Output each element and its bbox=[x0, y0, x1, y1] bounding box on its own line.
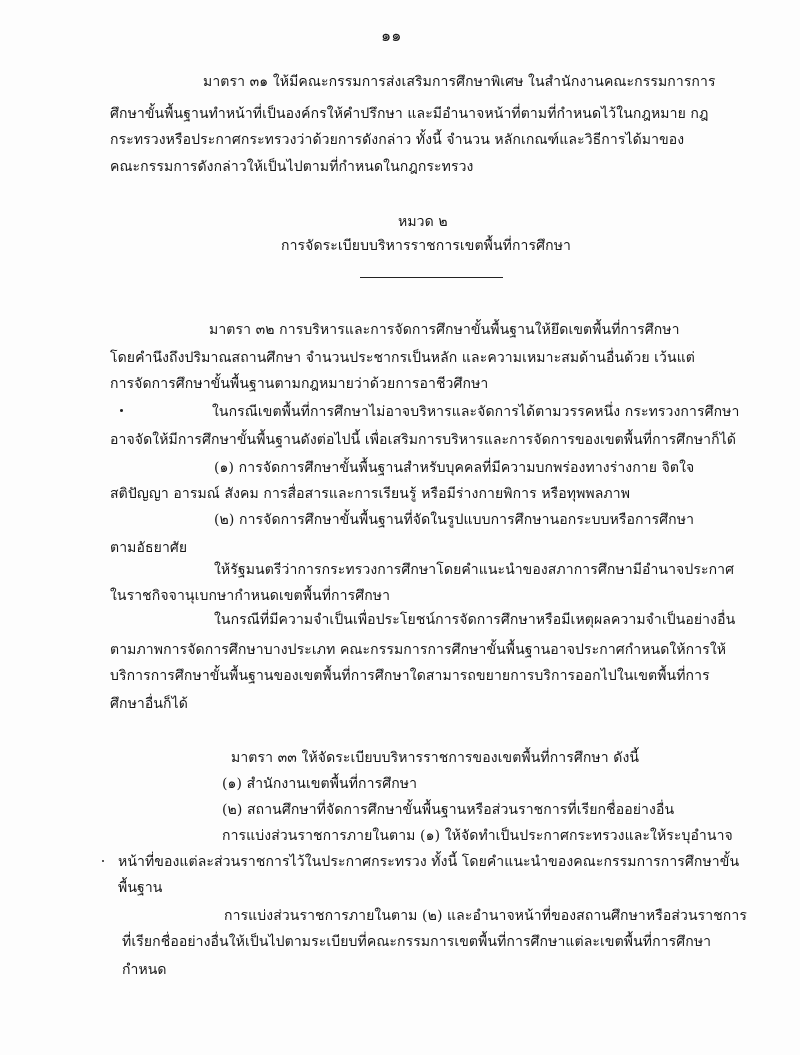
paragraph-line: มาตรา ๓๓ ให้จัดระเบียบบริหารราชการของเขตพื้นที่การศึกษา ดังนี้ bbox=[231, 750, 640, 766]
paragraph-line: พื้นฐาน bbox=[118, 880, 163, 896]
scan-speck bbox=[120, 409, 123, 412]
paragraph-line: ให้รัฐมนตรีว่าการกระทรวงการศึกษาโดยคำแนะนำของสภาการศึกษามีอำนาจประกาศ bbox=[214, 562, 735, 578]
paragraph-line: ที่เรียกชื่ออย่างอื่นให้เป็นไปตามระเบียบที่คณะกรรมการเขตพื้นที่การศึกษาแต่ละเขตพื้นที่การศึกษา bbox=[122, 934, 712, 950]
paragraph-line: หน้าที่ของแต่ละส่วนราชการไว้ในประกาศกระทรวง ทั้งนี้ โดยคำแนะนำของคณะกรรมการการศึกษาขั้น bbox=[118, 854, 740, 870]
paragraph-line: (๑) สำนักงานเขตพื้นที่การศึกษา bbox=[222, 776, 418, 792]
paragraph-line: ในกรณีที่มีความจำเป็นเพื่อประโยชน์การจัดการศึกษาหรือมีเหตุผลความจำเป็นอย่างอื่น bbox=[214, 612, 736, 628]
paragraph-line: กระทรวงหรือประกาศกระทรวงว่าด้วยการดังกล่าว ทั้งนี้ จำนวน หลักเกณฑ์และวิธีการได้มาของ bbox=[110, 132, 685, 148]
paragraph-line: กำหนด bbox=[122, 962, 167, 978]
paragraph-line: การแบ่งส่วนราชการภายในตาม (๒) และอำนาจหน้าที่ของสถานศึกษาหรือส่วนราชการ bbox=[224, 908, 747, 924]
paragraph-line: (๒) การจัดการศึกษาขั้นพื้นฐานที่จัดในรูปแบบการศึกษานอกระบบหรือการศึกษา bbox=[214, 512, 695, 528]
page-number: ๑๑ bbox=[381, 26, 402, 45]
heading-divider bbox=[360, 277, 503, 278]
paragraph-line: ในกรณีเขตพื้นที่การศึกษาไม่อาจบริหารและจัดการได้ตามวรรคหนึ่ง กระทรวงการศึกษา bbox=[212, 404, 740, 420]
paragraph-line: ตามภาพการจัดการศึกษาบางประเภท คณะกรรมการการศึกษาขั้นพื้นฐานอาจประกาศกำหนดให้การให้ bbox=[110, 642, 727, 658]
paragraph-line: ศึกษาขั้นพื้นฐานทำหน้าที่เป็นองค์กรให้คำปรึกษา และมีอำนาจหน้าที่ตามที่กำหนดไว้ในกฎหมาย กฎ bbox=[110, 106, 709, 122]
paragraph-line: มาตรา ๓๑ ให้มีคณะกรรมการส่งเสริมการศึกษาพิเศษ ในสำนักงานคณะกรรมการการ bbox=[203, 74, 716, 90]
paragraph-line: การแบ่งส่วนราชการภายในตาม (๑) ให้จัดทำเป็นประกาศกระทรวงและให้ระบุอำนาจ bbox=[222, 828, 733, 844]
paragraph-line: ในราชกิจจานุเบกษากำหนดเขตพื้นที่การศึกษา bbox=[110, 588, 391, 604]
paragraph-line: ศึกษาอื่นก็ได้ bbox=[110, 696, 188, 712]
paragraph-line: (๑) การจัดการศึกษาขั้นพื้นฐานสำหรับบุคคลที่มีความบกพร่องทางร่างกาย จิตใจ bbox=[214, 460, 695, 476]
paragraph-line: โดยคำนึงถึงปริมาณสถานศึกษา จำนวนประชากรเป็นหลัก และความเหมาะสมด้านอื่นด้วย เว้นแต่ bbox=[110, 350, 696, 366]
paragraph-line: การจัดการศึกษาขั้นพื้นฐานตามกฎหมายว่าด้วยการอาชีวศึกษา bbox=[110, 376, 489, 392]
scan-speck bbox=[102, 860, 104, 862]
paragraph-line: มาตรา ๓๒ การบริหารและการจัดการศึกษาขั้นพื้นฐานให้ยึดเขตพื้นที่การศึกษา bbox=[209, 322, 680, 338]
paragraph-line: บริการการศึกษาขั้นพื้นฐานของเขตพื้นที่การศึกษาใดสามารถขยายการบริการออกไปในเขตพื้นที่การ bbox=[110, 668, 710, 684]
paragraph-line: (๒) สถานศึกษาที่จัดการศึกษาขั้นพื้นฐานหรือส่วนราชการที่เรียกชื่ออย่างอื่น bbox=[222, 802, 675, 818]
paragraph-line: คณะกรรมการดังกล่าวให้เป็นไปตามที่กำหนดในกฎกระทรวง bbox=[110, 159, 474, 175]
paragraph-line: สติปัญญา อารมณ์ สังคม การสื่อสารและการเรียนรู้ หรือมีร่างกายพิการ หรือทุพพลภาพ bbox=[110, 486, 631, 502]
paragraph-line: อาจจัดให้มีการศึกษาขั้นพื้นฐานดังต่อไปนี้ เพื่อเสริมการบริหารและการจัดการของเขตพื้นที่การศึกษาก็ได้ bbox=[110, 432, 737, 448]
chapter-title: การจัดระเบียบบริหารราชการเขตพื้นที่การศึกษา bbox=[281, 238, 571, 254]
chapter-number: หมวด ๒ bbox=[398, 214, 448, 230]
paragraph-line: ตามอัธยาศัย bbox=[110, 540, 188, 556]
